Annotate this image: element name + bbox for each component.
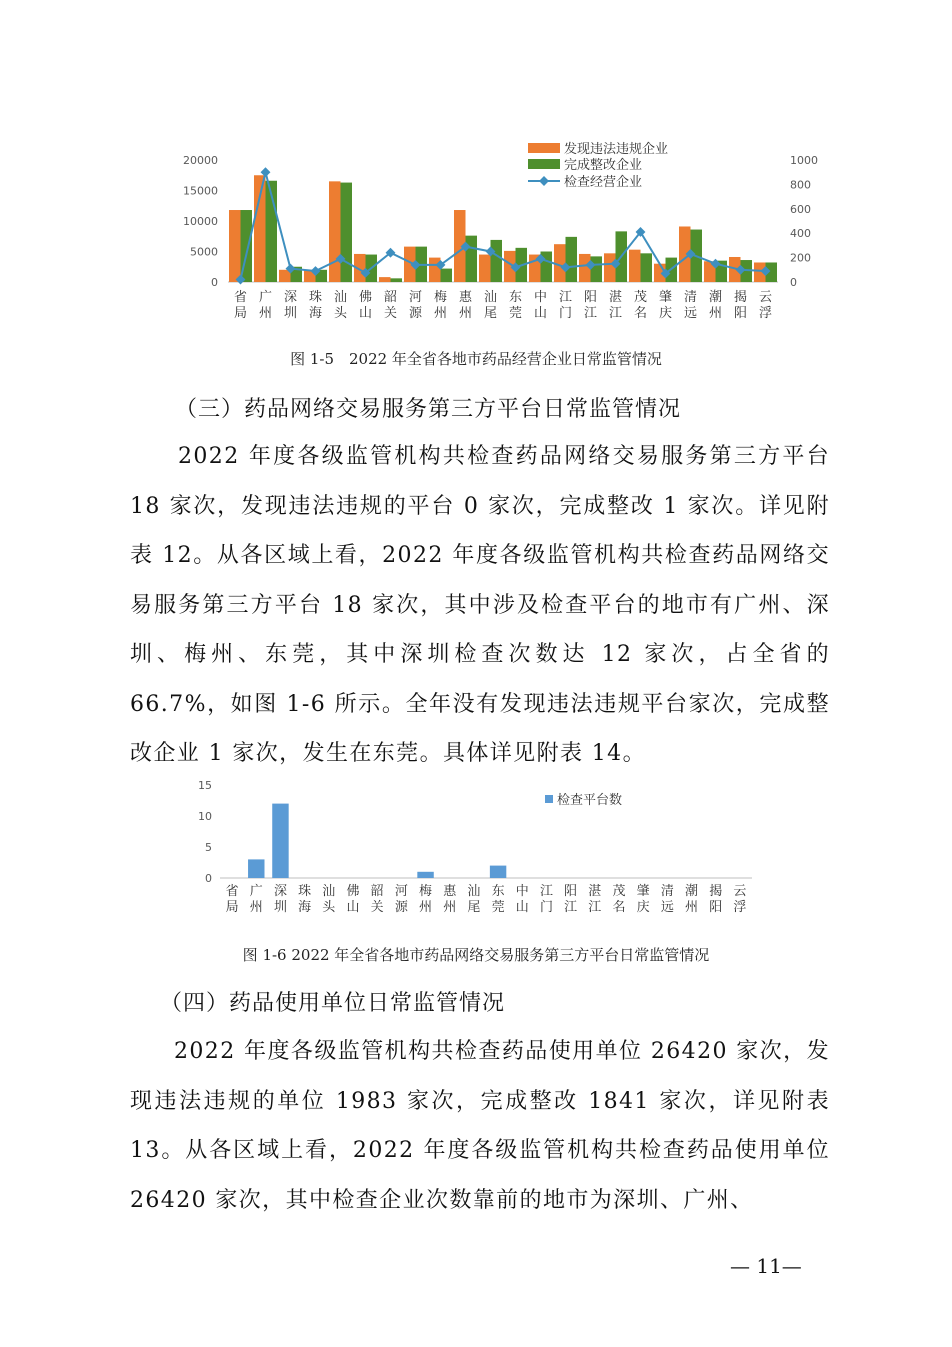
legend-swatch-violation xyxy=(528,143,560,153)
category-label-bottom: 局 xyxy=(233,306,248,321)
bar-violation xyxy=(329,181,341,282)
category-label-bottom: 圳 xyxy=(273,900,287,915)
category-label-top: 深 xyxy=(273,884,287,899)
category-label-bottom: 阳 xyxy=(733,306,748,321)
category-label-top: 河 xyxy=(394,884,408,899)
category-label-bottom: 门 xyxy=(539,900,553,915)
legend-swatch-rectified xyxy=(528,159,560,169)
category-label-bottom: 远 xyxy=(683,306,698,321)
bar-violation xyxy=(479,255,491,282)
category-label-top: 省 xyxy=(233,290,248,305)
bar-rectified xyxy=(341,183,353,282)
category-label-bottom: 江 xyxy=(564,900,578,915)
category-label-bottom: 州 xyxy=(443,900,457,915)
category-label-bottom: 尾 xyxy=(467,900,481,915)
section-heading-3: （三）药品网络交易服务第三方平台日常监管情况 xyxy=(175,397,682,422)
category-label-top: 揭 xyxy=(733,290,748,305)
category-label-top: 阳 xyxy=(564,884,578,899)
bar-rectified xyxy=(466,236,478,282)
bar-violation xyxy=(604,253,616,282)
bar-rectified xyxy=(591,256,603,282)
category-label-bottom: 莞 xyxy=(491,900,505,915)
category-label-bottom: 门 xyxy=(558,306,573,321)
legend-label-platform: 检查平台数 xyxy=(557,793,623,808)
category-label-top: 梅 xyxy=(419,884,433,899)
y2-tick-label: 1000 xyxy=(790,154,818,167)
category-label-bottom: 莞 xyxy=(508,306,523,321)
category-label-bottom: 州 xyxy=(433,306,448,321)
category-label-bottom: 江 xyxy=(583,306,598,321)
category-label-bottom: 头 xyxy=(333,306,348,321)
category-label-bottom: 州 xyxy=(249,900,263,915)
category-label-top: 韶 xyxy=(383,290,398,305)
bar-platform xyxy=(248,859,264,878)
category-label-bottom: 浮 xyxy=(758,306,773,321)
category-label-top: 江 xyxy=(558,290,573,305)
category-label-top: 韶 xyxy=(370,884,384,899)
category-label-bottom: 州 xyxy=(419,900,433,915)
category-label-top: 湛 xyxy=(588,884,602,899)
category-label-top: 深 xyxy=(283,290,298,305)
y-tick-label: 10 xyxy=(198,810,212,823)
category-label-top: 云 xyxy=(758,290,773,305)
figure-caption-1-6: 图 1-6 2022 年全省各地市药品网络交易服务第三方平台日常监管情况 xyxy=(242,946,710,964)
legend-label-violation: 发现违法违规企业 xyxy=(564,142,669,157)
y-tick-label: 0 xyxy=(211,276,218,289)
bar-violation xyxy=(429,258,441,282)
y2-tick-label: 600 xyxy=(790,202,811,216)
category-label-top: 中 xyxy=(533,290,548,305)
y-tick-label: 0 xyxy=(205,872,212,885)
category-label-bottom: 山 xyxy=(346,900,360,915)
legend-swatch-platform xyxy=(545,795,553,803)
y2-tick-label: 0 xyxy=(790,276,797,289)
page-number: — 11— xyxy=(730,1254,802,1278)
category-label-bottom: 山 xyxy=(515,900,529,915)
legend-marker-inspected xyxy=(539,176,549,186)
category-label-top: 汕 xyxy=(322,884,336,899)
category-label-top: 清 xyxy=(660,884,674,899)
category-label-bottom: 庆 xyxy=(636,900,650,915)
bar-violation xyxy=(629,250,641,282)
category-label-top: 揭 xyxy=(709,884,723,899)
category-label-top: 肇 xyxy=(658,290,673,305)
category-label-top: 云 xyxy=(733,884,747,899)
category-label-bottom: 源 xyxy=(394,900,408,915)
y-tick-label: 5000 xyxy=(190,245,218,259)
category-label-bottom: 尾 xyxy=(483,306,498,321)
legend-label-inspected: 检查经营企业 xyxy=(564,175,643,190)
category-label-top: 佛 xyxy=(358,290,373,305)
category-label-bottom: 州 xyxy=(458,306,473,321)
bar-platform xyxy=(417,872,433,878)
category-label-bottom: 圳 xyxy=(283,306,298,321)
category-label-top: 河 xyxy=(408,290,423,305)
y2-tick-label: 200 xyxy=(790,251,811,265)
y-tick-label: 15000 xyxy=(183,184,218,198)
category-label-bottom: 山 xyxy=(358,306,373,321)
category-label-top: 湛 xyxy=(608,290,623,305)
category-label-top: 中 xyxy=(515,884,529,899)
category-label-top: 珠 xyxy=(308,290,323,305)
section-heading-4: （四）药品使用单位日常监管情况 xyxy=(160,991,506,1016)
bar-rectified xyxy=(491,240,503,282)
category-label-bottom: 浮 xyxy=(733,900,747,915)
category-label-bottom: 山 xyxy=(533,306,548,321)
category-label-bottom: 名 xyxy=(612,900,626,915)
y2-tick-label: 800 xyxy=(790,178,811,192)
category-label-bottom: 源 xyxy=(408,306,423,321)
chart-1-5 xyxy=(0,130,952,340)
bar-rectified xyxy=(566,237,578,282)
bar-violation xyxy=(229,210,241,282)
category-label-top: 广 xyxy=(249,884,263,899)
category-label-top: 阳 xyxy=(583,290,598,305)
bar-platform xyxy=(272,804,288,878)
category-label-bottom: 海 xyxy=(298,900,312,915)
category-label-top: 潮 xyxy=(685,884,699,899)
category-label-bottom: 江 xyxy=(608,306,623,321)
paragraph-platform: 2022 年度各级监管机构共检查药品网络交易服务第三方平台 18 家次，发现违法违规的平台 0 家次，完成整改 1 家次。详见附表 12。从各区域上看，2022 年度各级监管机构共检查药品网络交易服务第三方平台 18 家次，其中涉及检查平台的地市有广州、深圳、梅州、东莞，其中深圳检查次数达 12 家次，占全省的 66.7%，如图 1-6 所示。全年没有发现违法违规平台家次，完成整改企业 1 家次，发生在东莞。具体详见附表 14。 xyxy=(130,444,830,766)
category-label-top: 茂 xyxy=(612,884,626,899)
y-tick-label: 15 xyxy=(198,779,212,792)
category-label-top: 惠 xyxy=(443,884,457,899)
category-label-top: 江 xyxy=(539,884,553,899)
category-label-bottom: 局 xyxy=(225,900,239,915)
y2-tick-label: 400 xyxy=(790,227,811,241)
figure-caption-1-5: 图 1-5 2022 年全省各地市药品经营企业日常监管情况 xyxy=(290,350,662,368)
category-label-top: 东 xyxy=(508,290,523,305)
category-label-top: 潮 xyxy=(708,290,723,305)
paragraph-usage: 2022 年度各级监管机构共检查药品使用单位 26420 家次，发现违法违规的单位 1983 家次，完成整改 1841 家次，详见附表 13。从各区域上看，2022 年度各级监管机构共检查药品使用单位 26420 家次，其中检查企业次数靠前的地市为深圳、广州、 xyxy=(130,1039,830,1213)
category-label-bottom: 头 xyxy=(322,900,336,915)
category-label-bottom: 海 xyxy=(308,306,323,321)
category-label-top: 汕 xyxy=(467,884,481,899)
bar-violation xyxy=(379,277,391,282)
category-label-top: 惠 xyxy=(458,290,473,305)
y-tick-label: 5 xyxy=(205,841,212,854)
category-label-top: 省 xyxy=(225,884,239,899)
category-label-top: 珠 xyxy=(298,884,312,899)
category-label-bottom: 江 xyxy=(588,900,602,915)
category-label-bottom: 庆 xyxy=(658,306,673,321)
category-label-bottom: 名 xyxy=(633,306,648,321)
category-label-bottom: 关 xyxy=(370,900,384,915)
category-label-top: 梅 xyxy=(433,290,448,305)
category-label-top: 清 xyxy=(683,290,698,305)
category-label-bottom: 州 xyxy=(258,306,273,321)
category-label-bottom: 州 xyxy=(685,900,699,915)
category-label-top: 茂 xyxy=(633,290,648,305)
category-label-bottom: 关 xyxy=(383,306,398,321)
category-label-top: 肇 xyxy=(636,884,650,899)
y-tick-label: 20000 xyxy=(183,154,218,167)
legend-label-rectified: 完成整改企业 xyxy=(564,158,643,173)
category-label-top: 汕 xyxy=(333,290,348,305)
bar-rectified xyxy=(641,253,653,282)
chart-1-6 xyxy=(0,770,952,930)
bar-platform xyxy=(490,866,506,878)
bar-rectified xyxy=(441,269,453,282)
y-tick-label: 10000 xyxy=(183,215,218,228)
bar-violation xyxy=(254,175,266,282)
category-label-bottom: 阳 xyxy=(709,900,723,915)
category-label-top: 佛 xyxy=(346,884,360,899)
category-label-top: 汕 xyxy=(483,290,498,305)
category-label-bottom: 远 xyxy=(660,900,674,915)
category-label-top: 广 xyxy=(258,290,273,305)
bar-rectified xyxy=(391,278,403,282)
category-label-top: 东 xyxy=(491,884,505,899)
category-label-bottom: 州 xyxy=(708,306,723,321)
